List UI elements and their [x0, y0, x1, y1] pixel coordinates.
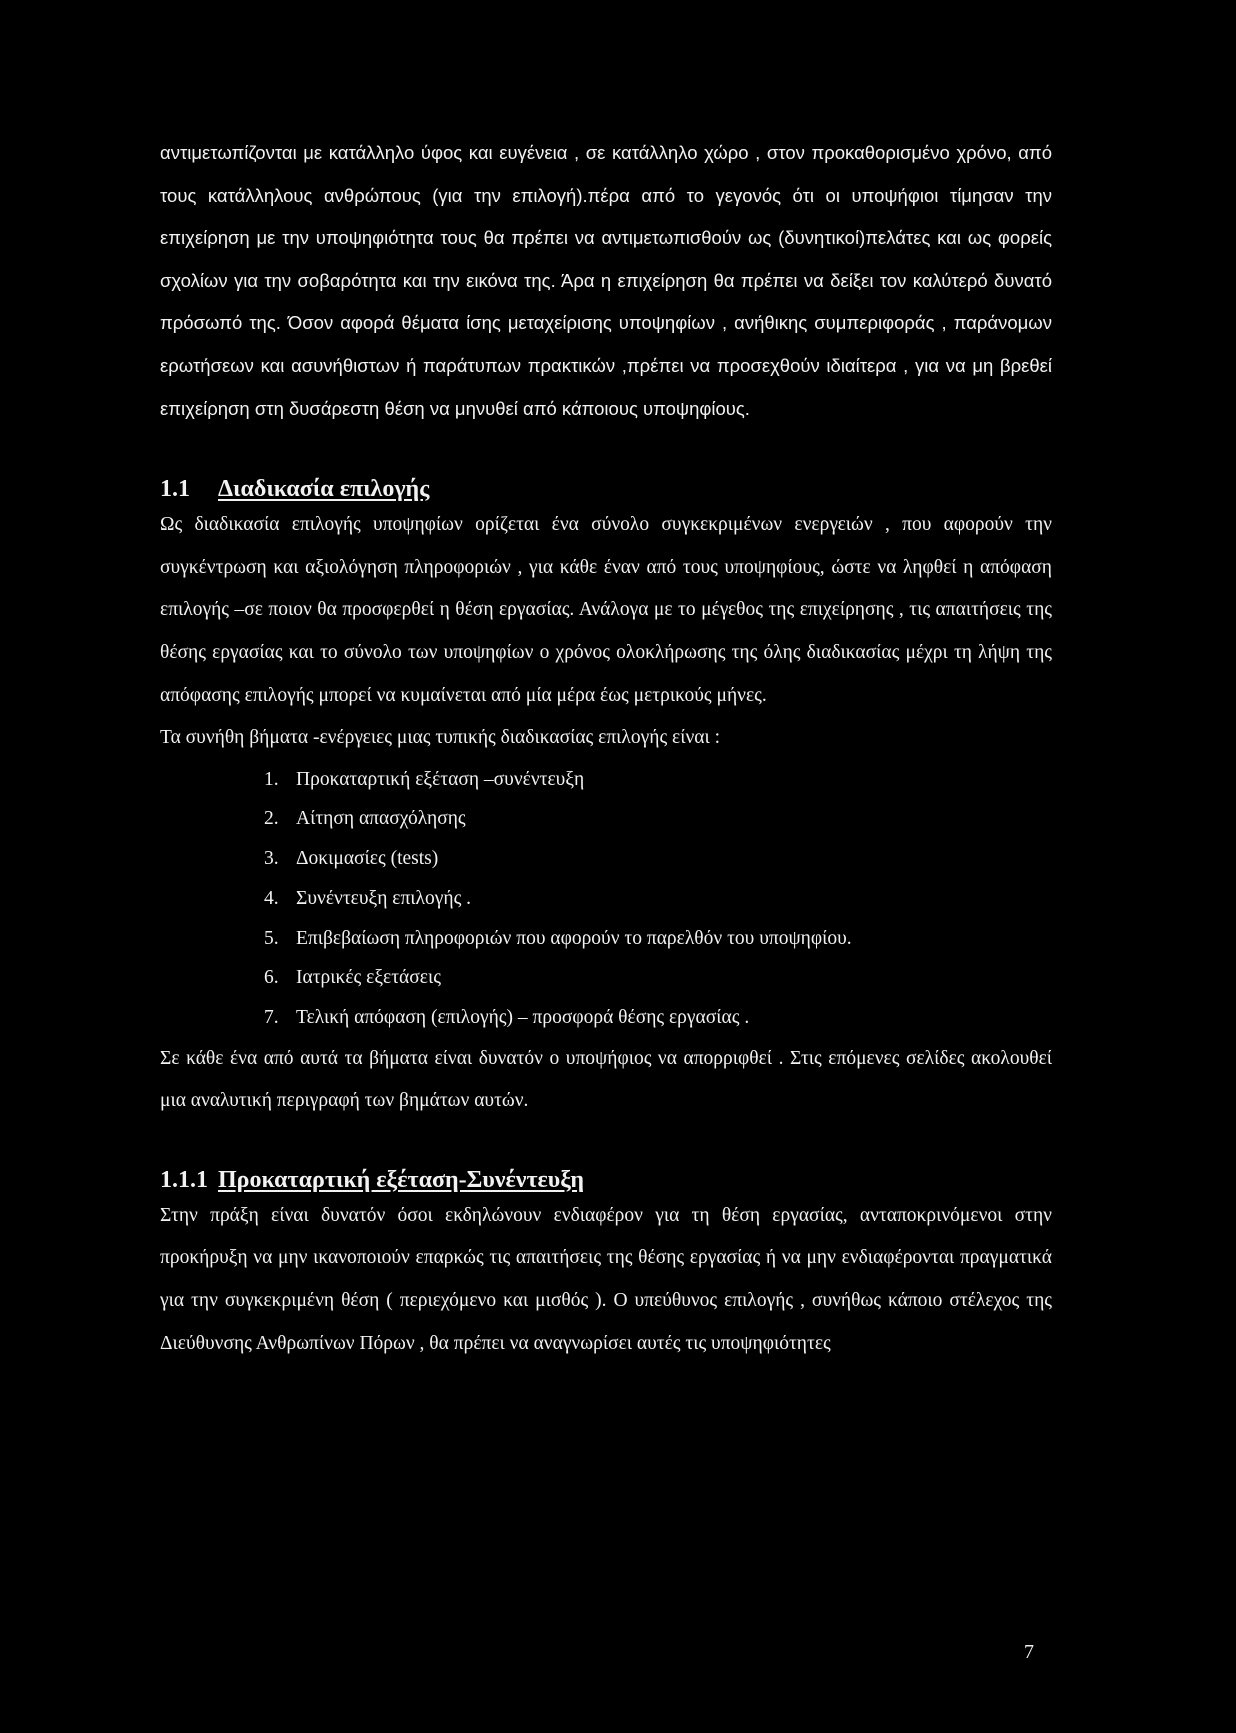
preliminary-exam-paragraph: Στην πράξη είναι δυνατόν όσοι εκδηλώνουν ενδιαφέρον για τη θέση εργασίας, ανταποκρινόμενοι στην προκήρυξη να μην ικανοποιούν επαρκώς τις απαιτήσεις της θέσης εργασίας ή να μην ενδιαφέρονται πραγματικά για την συγκεκριμένη θέση ( περιεχόμενο και μισθός ). Ο υπεύθυνος επιλογής , συνήθως κάποιο στέλεχος της Διεύθυνσης Ανθρωπίνων Πόρων , θα πρέπει να αναγνωρίσει αυτές τις υποψηφιότητες — [160, 1204, 1052, 1354]
list-item: 6. Ιατρικές εξετάσεις — [264, 967, 441, 989]
subsection-number: 1.1.1 — [160, 1166, 208, 1193]
section-title: Διαδικασία επιλογής — [218, 476, 430, 503]
section-number: 1.1 — [160, 476, 190, 503]
page-number: 7 — [1024, 1641, 1034, 1663]
list-item: 2. Αίτηση απασχόλησης — [264, 808, 466, 830]
subsection-title: Προκαταρτική εξέταση-Συνέντευξη — [218, 1166, 585, 1193]
list-item: 5. Επιβεβαίωση πληροφοριών που αφορούν το παρελθόν του υποψηφίου. — [264, 927, 852, 949]
document-page — [160, 132, 1052, 1365]
section-heading-1-1-1 — [160, 1165, 1052, 1195]
intro-paragraph: αντιμετωπίζονται με κατάλληλο ύφος και ευγένεια , σε κατάλληλο χώρο , στον προκαθορισμένο χρόνο, από τους κατάλληλους ανθρώπους (για την επιλογή).πέρα από το γεγονός ότι οι υποψήφιοι τίμησαν την επιχείρηση με την υποψηφιότητα τους θα πρέπει να αντιμετωπισθούν ως (δυνητικοί)πελάτες και ως φορείς σχολίων για την σοβαρότητα και την εικόνα της. Άρα η επιχείρηση θα πρέπει να δείξει τον καλύτερό δυνατό πρόσωπό της. Όσον αφορά θέματα ίσης μεταχείρισης υποψηφίων , ανήθικης συμπεριφοράς , παράνομων ερωτήσεων και ασυνήθιστων ή παράτυπων πρακτικών ,πρέπει να προσεχθούν ιδιαίτερα , για να μη βρεθεί επιχείρηση στη δυσάρεστη θέση να μηνυθεί από κάποιους υποψηφίους. — [160, 142, 1052, 419]
list-item: 4. Συνέντευξη επιλογής . — [264, 887, 472, 909]
selection-process-paragraph: Ως διαδικασία επιλογής υποψηφίων ορίζεται ένα σύνολο συγκεκριμένων ενεργειών , που αφορούν την συγκέντρωση και αξιολόγηση πληροφοριών , για κάθε έναν από τους υποψηφίους, ώστε να ληφθεί η απόφαση επιλογής –σε ποιον θα προσφερθεί η θέση εργασίας. Ανάλογα με το μέγεθος της επιχείρησης , τις απαιτήσεις της θέσης εργασίας και το σύνολο των υποψηφίων ο χρόνος ολοκλήρωσης της όλης διαδικασίας μέχρι τη λήψη της απόφασης επιλογής μπορεί να κυμαίνεται από μία μέρα έως μετρικούς μήνες. — [160, 514, 1052, 706]
closing-paragraph: Σε κάθε ένα από αυτά τα βήματα είναι δυνατόν ο υποψήφιος να απορριφθεί . Στις επόμενες σελίδες ακολουθεί μια αναλυτική περιγραφή των βημάτων αυτών. — [160, 1047, 1052, 1112]
steps-list — [160, 760, 1052, 1038]
list-item: 3. Δοκιμασίες (tests) — [264, 848, 439, 870]
steps-intro: Τα συνήθη βήματα -ενέργειες μιας τυπικής διαδικασίας επιλογής είναι : — [160, 727, 721, 749]
section-heading-1-1 — [160, 474, 1052, 504]
list-item: 1. Προκαταρτική εξέταση –συνέντευξη — [264, 768, 585, 790]
list-item: 7. Τελική απόφαση (επιλογής) – προσφορά θέσης εργασίας . — [264, 1006, 750, 1028]
